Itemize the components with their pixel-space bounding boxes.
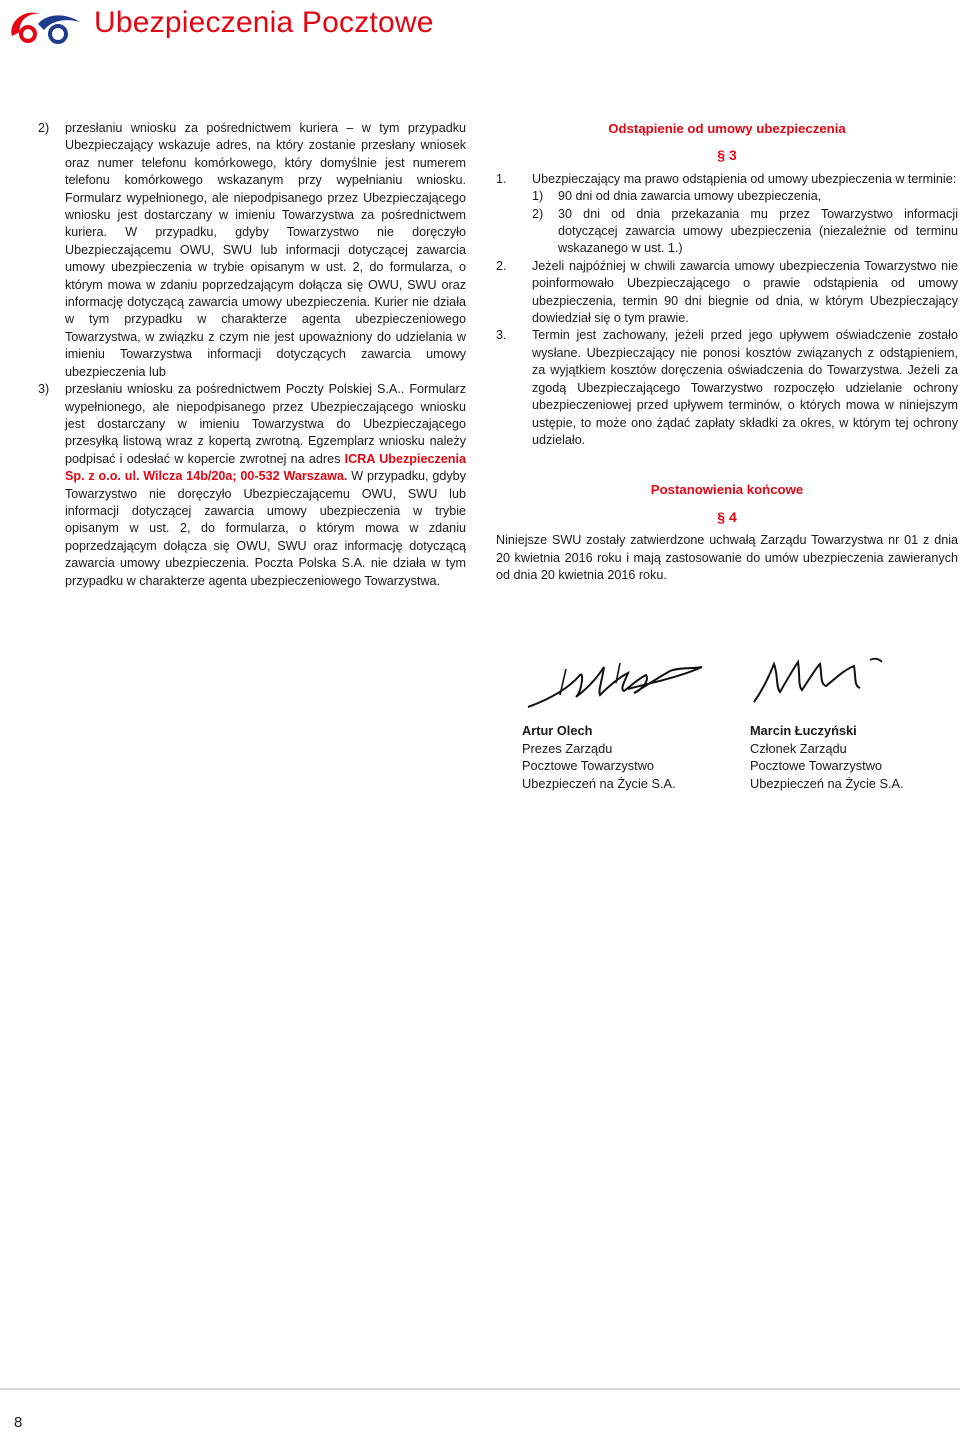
item-text-part: przesłaniu wniosku za pośrednictwem Poczty Polskiej S.A.. Formularz wypełnionego, ale niepodpisanego przez Ubezpieczającego wniosku jest dostarczany w imieniu Towarzystwa do Ubezpieczającego przesyłką listową wraz z kopertą zwrotną. Egzemplarz wniosku należy podpisać i odesłać w kopercie zwrotnej na adres bbox=[65, 382, 466, 466]
list-item bbox=[496, 327, 958, 449]
signatory-company: Pocztowe Towarzystwo bbox=[522, 758, 655, 774]
signatory-name: Marcin Łuczyński bbox=[750, 723, 857, 738]
item-number: 2) bbox=[38, 121, 50, 135]
right-column bbox=[496, 120, 958, 584]
signature-marcin-luczynski-icon bbox=[750, 652, 890, 708]
left-column bbox=[38, 120, 466, 590]
item-text bbox=[532, 171, 958, 258]
signatory-role: Członek Zarządu bbox=[750, 740, 847, 756]
footer-divider bbox=[0, 1388, 960, 1390]
signatory-company: Ubezpieczeń na Życie S.A. bbox=[750, 775, 904, 791]
signature-artur-olech-icon bbox=[520, 655, 710, 715]
item-text-part: W przypadku, gdyby Towarzystwo nie doręczyło Ubezpieczającemu OWU, SWU lub informacji dotyczącej zawarcia umowy ubezpieczenia w trybie opisanym w ust. 2, do formularza, o którym mowa w zdaniu poprzedzającym dołącza się OWU, SWU oraz informację dotyczącą zawarcia umowy ubezpieczenia. Poczta Polska S.A. nie działa w tym przypadku w charakterze agenta ubezpieczeniowego Towarzystwa. bbox=[65, 469, 466, 588]
signatory-role: Prezes Zarządu bbox=[522, 740, 613, 756]
item-number: 1. bbox=[496, 171, 507, 186]
list-item bbox=[496, 171, 958, 258]
list-item bbox=[38, 120, 466, 381]
item-text-part: Ubezpieczający ma prawo odstąpienia od umowy ubezpieczenia w terminie: bbox=[532, 171, 957, 186]
item-text: Termin jest zachowany, jeżeli przed jego upływem oświadczenie zostało wysłane. Ubezpieczający nie ponosi kosztów związanych z odstąpieniem, za wyjątkiem kosztów doręczenia oświadczenia do Towarzystwa. Jeżeli za zgodą Ubezpieczającego Towarzystwo rozpoczęło udzielanie ochrony ubezpieczeniowej przed upływem terminów, o których mowa w niniejszym ustępie, to może ono żądać zapłaty składki za okres, w którym tej ochrony udzielało. bbox=[532, 328, 958, 447]
item-text: przesłaniu wniosku za pośrednictwem kuriera – w tym przypadku Ubezpieczający wskazuje adres, na który zostanie przesłany wniosek oraz numer telefonu komórkowego, który domyślnie jest numerem telefonu komórkowego wskazanym przy wypełnianiu wniosku. Formularz wypełnionego, ale niepodpisanego przez Ubezpieczającego wniosku jest dostarczany w imieniu Towarzystwa za pośrednictwem kuriera. W przypadku, gdyby Towarzystwo nie doręczyło Ubezpieczającemu OWU, SWU lub informacji dotyczącej zawarcia umowy ubezpieczenia w trybie opisanym w ust. 2, do formularza, o którym mowa w zdaniu poprzedzającym dołącza się OWU, SWU oraz informację dotyczącą zawarcia umowy ubezpieczenia. Kurier nie działa w tym przypadku w charakterze agenta ubezpieczeniowego Towarzystwa, w związku z czym nie jest upoważniony do udzielania w imieniu Towarzystwa informacji dotyczących zawarcia umowy ubezpieczenia lub bbox=[65, 121, 466, 379]
page-header bbox=[0, 0, 960, 48]
item-number: 3) bbox=[38, 382, 50, 397]
list-item bbox=[38, 381, 466, 590]
signatory-block bbox=[522, 722, 676, 792]
sub-item-text: 30 dni od dnia przekazania mu przez Towarzystwo informacji dotyczącej zawarcia umowy ubezpieczenia (niezależnie od terminu wskazanego w ust. 1.) bbox=[558, 206, 958, 256]
signatory-block bbox=[750, 722, 904, 792]
signatory-name: Artur Olech bbox=[522, 723, 593, 738]
page-number: 8 bbox=[14, 1414, 23, 1431]
item-text: Jeżeli najpóźniej w chwili zawarcia umowy ubezpieczenia Towarzystwo nie poinformowało Ubezpieczającego o prawie odstąpienia od umowy ubezpieczenia, termin 90 dni biegnie od dnia, w którym Ubezpieczający dowiedział się o tym prawie. bbox=[532, 258, 958, 326]
section-title: Odstąpienie od umowy ubezpieczenia bbox=[608, 121, 846, 136]
signatory-company: Ubezpieczeń na Życie S.A. bbox=[522, 775, 676, 791]
signatory-company: Pocztowe Towarzystwo bbox=[750, 758, 883, 774]
item-number: 2. bbox=[496, 258, 507, 273]
item-text bbox=[65, 381, 466, 590]
paragraph-heading: § 4 bbox=[717, 508, 737, 525]
address-highlight: ICRA Ubezpieczenia Sp. z o.o. ul. Wilcza 14b/20a; 00-532 Warszawa. bbox=[65, 451, 466, 484]
paragraph-heading: § 3 bbox=[717, 147, 737, 164]
list-item bbox=[496, 258, 958, 328]
ubezpieczenia-pocztowe-logo-icon bbox=[6, 4, 86, 46]
brand-title: Ubezpieczenia Pocztowe bbox=[94, 6, 434, 39]
sub-item-number: 1) bbox=[532, 189, 544, 204]
sub-list-item bbox=[532, 206, 958, 258]
section-title: Postanowienia końcowe bbox=[650, 482, 804, 498]
final-provision-text: Niniejsze SWU zostały zatwierdzone uchwałą Zarządu Towarzystwa nr 01 z dnia 20 kwietnia 2016 roku i mają zastosowanie do umów ubezpieczenia zawieranych od dnia 20 kwietnia 2016 roku. bbox=[496, 533, 958, 582]
sub-list-item bbox=[532, 188, 958, 205]
item-number: 3. bbox=[496, 328, 507, 343]
sub-item-text: 90 dni od dnia zawarcia umowy ubezpieczenia, bbox=[558, 189, 822, 204]
sub-item-number: 2) bbox=[532, 206, 544, 221]
